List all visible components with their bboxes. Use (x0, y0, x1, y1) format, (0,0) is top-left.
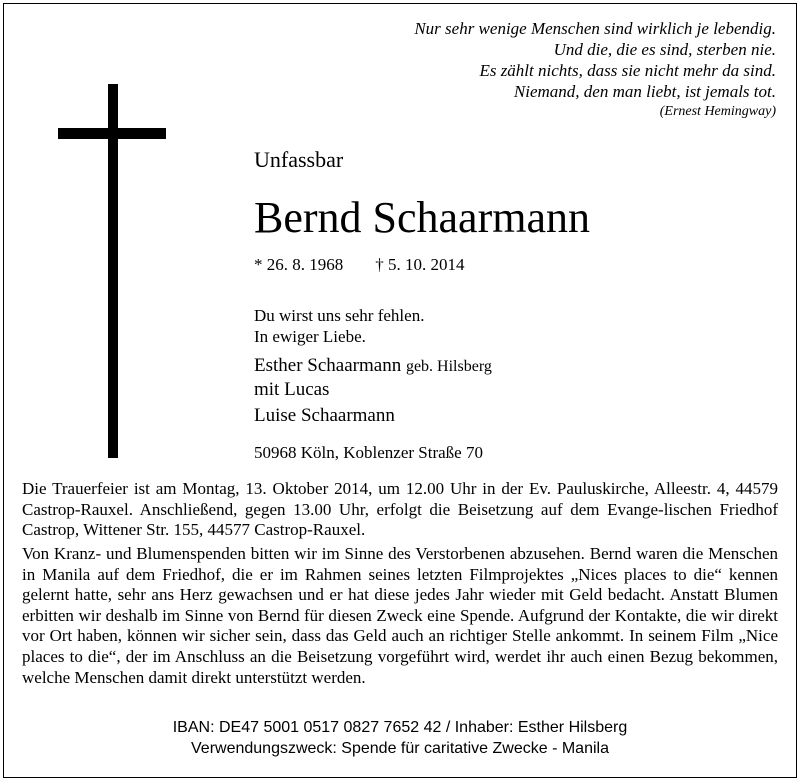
life-dates (254, 255, 465, 275)
bank-details (0, 717, 800, 759)
death-date: † 5. 10. 2014 (375, 255, 465, 274)
family-address: 50968 Köln, Koblenzer Straße 70 (254, 443, 483, 462)
mourner-birth-name: geb. Hilsberg (405, 358, 492, 375)
mourner-name: Esther Schaarmann (254, 355, 402, 376)
mourner-companion: mit Lucas (254, 379, 330, 400)
hemingway-quote (414, 18, 776, 121)
farewell-line: Du wirst uns sehr fehlen. (254, 306, 425, 325)
deceased-name: Bernd Schaarmann (254, 193, 590, 242)
ceremony-paragraph: Die Trauerfeier ist am Montag, 13. Oktober 2014, um 12.00 Uhr in der Ev. Pauluskirche, Alleestr. 4, 44579 Castrop-Rauxel. Anschließend, gegen 13.00 Uhr, erfolgt die Beisetzung auf dem Evange-lischen Friedhof Castrop, Wittener Str. 155, 44577 Castrop-Rauxel. (22, 479, 778, 540)
mourner-esther (254, 354, 492, 401)
farewell-line: In ewiger Liebe. (254, 327, 366, 346)
quote-line: Es zählt nichts, dass sie nicht mehr da sind. (479, 61, 776, 80)
iban-line: IBAN: DE47 5001 0517 0827 7652 42 / Inhaber: Esther Hilsberg (172, 719, 628, 736)
cross-vertical-beam (108, 84, 118, 458)
mourner-name: Luise Schaarmann (254, 405, 395, 426)
farewell-message (254, 305, 424, 347)
birth-date: * 26. 8. 1968 (254, 255, 344, 274)
quote-line: Niemand, den man liebt, ist jemals tot. (513, 82, 776, 101)
donation-paragraph: Von Kranz- und Blumenspenden bitten wir im Sinne des Verstorbenen abzusehen. Bernd waren die Menschen in Manila auf dem Friedhof, die er im Rahmen seines letzten Filmprojektes „Nices places to die“ kennen gelernt hatte, sehr ans Herz gewachsen und er hat diese jedes Jahr wieder mit Geld bedacht. Anstatt Blumen erbitten wir deshalb im Sinne von Bernd für diesen Zweck eine Spende. Aufgrund der Kontakte, die wir direkt vor Ort haben, können wir sicher sein, dass das Geld auch an richtiger Stelle ankommt. In seinem Film „Nice places to die“, der im Anschluss an die Beisetzung vorgeführt wird, werdet ihr auch einen Bezug bekommen, welche Menschen damit direkt unterstützt werden. (22, 544, 778, 687)
quote-author: (Ernest Hemingway) (659, 104, 776, 119)
intro-word: Unfassbar (254, 147, 344, 172)
quote-line: Nur sehr wenige Menschen sind wirklich je lebendig. (414, 19, 776, 38)
cross-horizontal-beam (58, 128, 166, 139)
purpose-line: Verwendungszweck: Spende für caritative Zwecke - Manila (191, 740, 609, 757)
quote-line: Und die, die es sind, sterben nie. (553, 40, 776, 59)
mourner-luise (254, 404, 395, 427)
